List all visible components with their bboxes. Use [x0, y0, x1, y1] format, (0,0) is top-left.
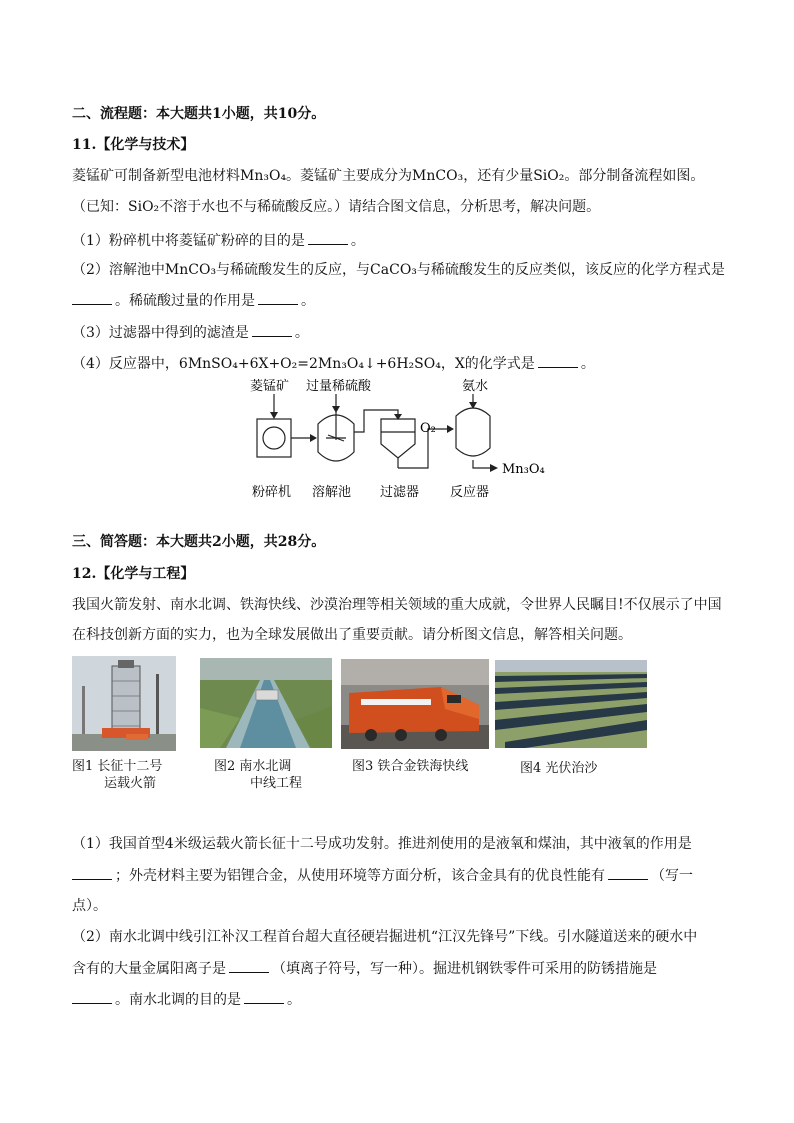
figure1-caption-line2: 运载火箭: [104, 776, 157, 791]
q12-part1-tail: （写一: [651, 868, 693, 884]
q11-part4: [72, 354, 595, 373]
label-reactor: 反应器: [450, 485, 490, 500]
label-filter: 过滤器: [380, 485, 420, 500]
q12-part2-text2: 。南水北调的目的是: [115, 992, 241, 1008]
answer-blank[interactable]: [252, 323, 292, 337]
q11-intro-line1: 菱锰矿可制备新型电池材料Mn₃O₄。菱锰矿主要成分为MnCO₃，还有少量SiO₂。部分制备流程如图。: [72, 168, 705, 184]
label-product: Mn₃O₄: [502, 462, 545, 477]
q12-intro-line2: 在科技创新方面的实力，也为全球发展做出了重要贡献。请分析图文信息，解答相关问题。: [72, 627, 632, 643]
figure2-caption: 图2 南水北调: [214, 759, 292, 774]
period: 。: [350, 233, 365, 249]
q12-part1-line3: 点）。: [72, 898, 107, 914]
period: 。: [294, 325, 309, 341]
q11-title: 11.【化学与技术】: [72, 137, 195, 153]
q12-part2-tail: （填离子符号，写一种）。掘进机钢铁零件可采用的防锈措施是: [272, 961, 657, 977]
section3-heading: 三、简答题：本大题共2小题，共28分。: [72, 534, 326, 550]
label-dissolver: 溶解池: [312, 485, 352, 500]
answer-blank[interactable]: [538, 354, 578, 368]
solar-desert-photo: [495, 660, 647, 748]
period: 。: [287, 992, 301, 1008]
q12-part2-line3: [72, 990, 301, 1009]
q11-part3: [72, 323, 309, 342]
q12-part1-line1: （1）我国首型4米级运载火箭长征十二号成功发射。推进剂使用的是液氧和煤油，其中液氧的作用是: [72, 836, 692, 852]
label-ammonia: 氨水: [462, 379, 489, 394]
answer-blank[interactable]: [258, 291, 298, 305]
q12-part1-line2: [72, 866, 693, 885]
q11-part3-text: （3）过滤器中得到的滤渣是: [72, 325, 249, 341]
label-ore: 菱锰矿: [250, 379, 290, 394]
q12-title: 12.【化学与工程】: [72, 566, 195, 582]
q11-part2-line1: （2）溶解池中MnCO₃与稀硫酸发生的反应，与CaCO₃与稀硫酸发生的反应类似，该反应的化学方程式是: [72, 262, 725, 278]
section2-heading: 二、流程题：本大题共1小题，共10分。: [72, 106, 326, 122]
period: 。: [580, 356, 595, 372]
label-oxygen: O₂: [420, 421, 436, 436]
answer-blank[interactable]: [72, 990, 112, 1004]
q11-part4-text: （4）反应器中，6MnSO₄+6X+O₂=2Mn₃O₄↓+6H₂SO₄，X的化学式是: [72, 356, 535, 372]
answer-blank[interactable]: [72, 291, 112, 305]
label-acid: 过量稀硫酸: [306, 379, 372, 394]
q11-part1-text: （1）粉碎机中将菱锰矿粉碎的目的是: [72, 233, 305, 249]
q11-part2-line2: [72, 291, 315, 310]
q12-part2-line2: [72, 959, 657, 978]
filter-funnel: [381, 419, 415, 458]
period: 。: [301, 293, 315, 309]
q12-intro-line1: 我国火箭发射、南水北调、铁海快线、沙漠治理等相关领域的重大成就，令世界人民瞩目!不仅展示了中国: [72, 597, 722, 613]
answer-blank[interactable]: [608, 866, 648, 880]
reactor-vessel: [456, 408, 490, 456]
water-diversion-photo: [200, 658, 332, 748]
q11-part1: [72, 231, 365, 250]
answer-blank[interactable]: [72, 866, 112, 880]
railway-photo: [341, 659, 489, 749]
answer-blank[interactable]: [229, 959, 269, 973]
crusher-box: [257, 419, 291, 457]
q12-part2-text: 含有的大量金属阳离子是: [72, 961, 226, 977]
process-flow-diagram: [240, 372, 570, 507]
product-arrow: [473, 460, 492, 468]
figure3-caption: 图3 铁合金铁海快线: [352, 759, 469, 774]
label-crusher: 粉碎机: [252, 485, 292, 500]
figure2-caption-line2: 中线工程: [250, 776, 303, 791]
q11-part2-text: 。稀硫酸过量的作用是: [115, 293, 255, 309]
rocket-launch-photo: [72, 656, 176, 751]
figure1-caption: 图1 长征十二号: [72, 759, 163, 774]
dissolver-to-filter-pipe: [354, 410, 398, 432]
figure4-caption: 图4 光伏治沙: [520, 761, 598, 776]
q12-part1-text: ；外壳材料主要为铝锂合金，从使用环境等方面分析，该合金具有的优良性能有: [115, 868, 605, 884]
answer-blank[interactable]: [244, 990, 284, 1004]
crusher-rotor: [263, 427, 285, 449]
q11-intro-line2: （已知：SiO₂不溶于水也不与稀硫酸反应。）请结合图文信息，分析思考，解决问题。: [72, 199, 601, 215]
q12-part2-line1: （2）南水北调中线引江补汉工程首台超大直径硬岩掘进机“江汉先锋号”下线。引水隧道送来的硬水中: [72, 929, 698, 945]
answer-blank[interactable]: [308, 231, 348, 245]
